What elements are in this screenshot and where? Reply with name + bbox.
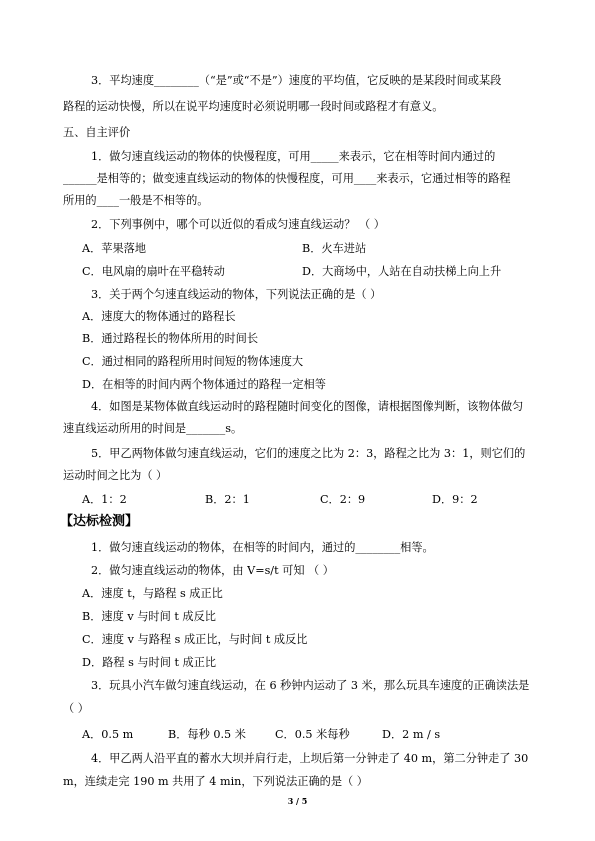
t4-line-1: 4．甲乙两人沿平直的蓄水大坝并肩行走，上坝后第一分钟走了 40 m，第二分钟走了 30 [91, 752, 529, 765]
page-number: 3 / 5 [287, 796, 308, 806]
q2-option-c: C．电风扇的扇叶在平稳转动 [82, 265, 225, 278]
q5-line-2: 运动时间之比为（ ） [63, 469, 168, 482]
q3-option-c: C．通过相同的路程所用时间短的物体速度大 [82, 355, 304, 368]
t2-option-c: C．速度 v 与路程 s 成正比，与时间 t 成反比 [82, 633, 308, 646]
q3-avg-speed-line-1: 3．平均速度________（“是”或“不是”）速度的平均值，它反映的是某段时间或某段 [91, 74, 502, 87]
section-test-heading: 【达标检测】 [60, 514, 139, 529]
t4-line-2: m，连续走完 190 m 共用了 4 min，下列说法正确的是（ ） [63, 775, 368, 788]
q2-option-a: A．苹果落地 [82, 242, 147, 255]
q1-line-1: 1．做匀速直线运动的物体的快慢程度，可用_____来表示，它在相等时间内通过的 [91, 150, 496, 163]
q5-option-c: C．2：9 [320, 493, 366, 506]
q3-option-a: A．速度大的物体通过的路程长 [82, 310, 236, 323]
q5-option-a: A．1：2 [82, 493, 127, 506]
t3-option-a: A．0.5 m [82, 728, 134, 741]
t3-option-d: D．2 m / s [382, 728, 441, 741]
q5-option-b: B．2：1 [205, 493, 250, 506]
q5-line-1: 5．甲乙两物体做匀速直线运动，它们的速度之比为 2：3，路程之比为 3：1，则它们的 [91, 447, 526, 460]
t2-option-b: B．速度 v 与时间 t 成反比 [82, 610, 216, 623]
q4-line-2: 速直线运动所用的时间是_______s。 [63, 422, 243, 435]
t3-line-1: 3．玩具小汽车做匀速直线运动，在 6 秒钟内运动了 3 米，那么玩具车速度的正确读法是 [91, 679, 530, 692]
t2-stem: 2．做匀速直线运动的物体，由 V=s/t 可知 （ ） [91, 564, 334, 577]
t3-option-c: C．0.5 米每秒 [275, 728, 350, 741]
q1-line-2: ______是相等的；做变速直线运动的物体的快慢程度，可用____来表示，它通过相等的路程 [63, 172, 511, 185]
q4-line-1: 4．如图是某物体做直线运动时的路程随时间变化的图像，请根据图像判断，该物体做匀 [91, 400, 524, 413]
section-self-evaluation-title: 五、自主评价 [63, 126, 131, 139]
q1-line-3: 所用的____一般是不相等的。 [63, 194, 209, 207]
t3-line-2: （ ） [63, 702, 89, 715]
t1-text: 1．做匀速直线运动的物体，在相等的时间内，通过的________相等。 [91, 541, 434, 554]
q2-stem: 2．下列事例中，哪个可以近似的看成匀速直线运动？ （ ） [91, 218, 385, 231]
q2-option-d: D．大商场中，人站在自动扶梯上向上升 [302, 265, 502, 278]
q3-option-d: D．在相等的时间内两个物体通过的路程一定相等 [82, 378, 326, 391]
q3-option-b: B．通过路程长的物体所用的时间长 [82, 332, 259, 345]
t2-option-a: A．速度 t，与路程 s 成正比 [82, 587, 223, 600]
t2-option-d: D．路程 s 与时间 t 成正比 [82, 656, 217, 669]
q2-option-b: B．火车进站 [302, 242, 367, 255]
q5-option-d: D．9：2 [432, 493, 478, 506]
t3-option-b: B．每秒 0.5 米 [168, 728, 246, 741]
q3-stem: 3．关于两个匀速直线运动的物体，下列说法正确的是（ ） [91, 288, 382, 301]
q3-avg-speed-line-2: 路程的运动快慢，所以在说平均速度时必须说明哪一段时间或路程才有意义。 [63, 100, 444, 113]
